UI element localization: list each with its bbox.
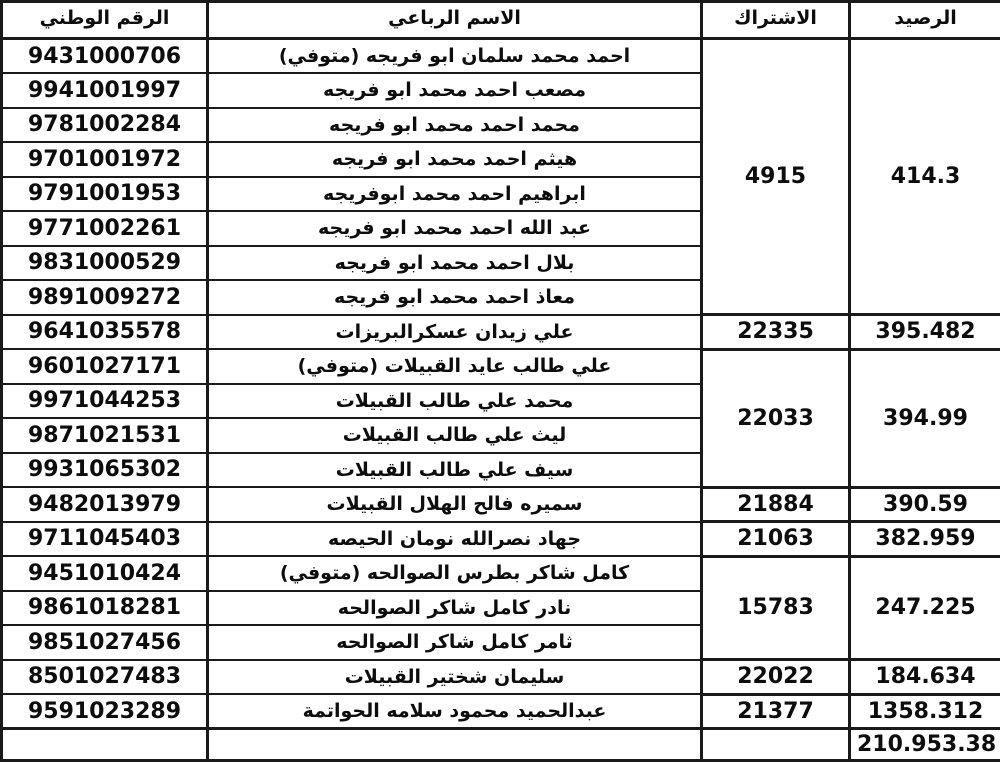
national-id-cell: 9781002284	[2, 108, 208, 143]
national-id-cell: 9851027456	[2, 625, 208, 660]
full-name-cell: علي زيدان عسكرالبريزات	[208, 315, 702, 350]
total-row	[2, 729, 1000, 761]
national-id-cell: 9791001953	[2, 177, 208, 212]
balance-cell: 382.959	[850, 522, 1000, 557]
full-name-cell: احمد محمد سلمان ابو فريجه (متوفي)	[208, 39, 702, 74]
national-id-cell: 9891009272	[2, 280, 208, 315]
table-row	[2, 694, 1000, 729]
national-id-cell: 9971044253	[2, 384, 208, 419]
national-id-cell: 9871021531	[2, 418, 208, 453]
full-name-cell: ثامر كامل شاكر الصوالحه	[208, 625, 702, 660]
national-id-cell: 9701001972	[2, 142, 208, 177]
table-row	[2, 556, 1000, 591]
balance-cell: 395.482	[850, 315, 1000, 350]
full-name-cell: جهاد نصرالله نومان الحيصه	[208, 522, 702, 557]
balance-cell: 394.99	[850, 349, 1000, 487]
table-row	[2, 522, 1000, 557]
subscription-cell: 22033	[702, 349, 850, 487]
total-empty-cell	[2, 729, 208, 761]
balance-cell: 247.225	[850, 556, 1000, 660]
full-name-cell: هيثم احمد محمد ابو فريجه	[208, 142, 702, 177]
subscription-cell: 15783	[702, 556, 850, 660]
subscription-cell: 21063	[702, 522, 850, 557]
header-row	[2, 2, 1000, 39]
balance-cell: 1358.312	[850, 694, 1000, 729]
full-name-cell: محمد علي طالب القبيلات	[208, 384, 702, 419]
table-row	[2, 660, 1000, 695]
full-name-cell: ابراهيم احمد محمد ابوفريجه	[208, 177, 702, 212]
subscription-cell: 22335	[702, 315, 850, 350]
national-id-cell: 9601027171	[2, 349, 208, 384]
total-balance: 210.953.38	[850, 729, 1000, 761]
total-empty-cell	[208, 729, 702, 761]
full-name-cell: محمد احمد محمد ابو فريجه	[208, 108, 702, 143]
full-name-cell: سليمان شختير القبيلات	[208, 660, 702, 695]
subscription-cell: 21377	[702, 694, 850, 729]
national-id-cell: 9771002261	[2, 211, 208, 246]
full-name-cell: سيف علي طالب القبيلات	[208, 453, 702, 488]
national-id-cell: 9711045403	[2, 522, 208, 557]
header-subscription: الاشتراك	[702, 2, 850, 39]
national-id-cell: 9451010424	[2, 556, 208, 591]
national-id-cell: 9431000706	[2, 39, 208, 74]
national-id-cell: 9591023289	[2, 694, 208, 729]
full-name-cell: علي طالب عايد القبيلات (متوفي)	[208, 349, 702, 384]
subscription-cell: 21884	[702, 487, 850, 522]
table-row	[2, 39, 1000, 74]
subscription-cell: 4915	[702, 39, 850, 315]
national-id-cell: 9941001997	[2, 73, 208, 108]
header-balance: الرصيد	[850, 2, 1000, 39]
national-id-cell: 9861018281	[2, 591, 208, 626]
subscription-cell: 22022	[702, 660, 850, 695]
balance-cell: 414.3	[850, 39, 1000, 315]
full-name-cell: كامل شاكر بطرس الصوالحه (متوفي)	[208, 556, 702, 591]
national-id-cell: 9931065302	[2, 453, 208, 488]
national-id-cell: 9831000529	[2, 246, 208, 281]
balance-cell: 184.634	[850, 660, 1000, 695]
table-row	[2, 349, 1000, 384]
national-id-cell: 9641035578	[2, 315, 208, 350]
full-name-cell: معاذ احمد محمد ابو فريجه	[208, 280, 702, 315]
full-name-cell: نادر كامل شاكر الصوالحه	[208, 591, 702, 626]
balance-cell: 390.59	[850, 487, 1000, 522]
table-body	[2, 39, 1000, 729]
full-name-cell: سميره فالح الهلال القبيلات	[208, 487, 702, 522]
table-row	[2, 487, 1000, 522]
total-empty-cell	[702, 729, 850, 761]
full-name-cell: بلال احمد محمد ابو فريجه	[208, 246, 702, 281]
full-name-cell: ليث علي طالب القبيلات	[208, 418, 702, 453]
national-id-cell: 9482013979	[2, 487, 208, 522]
full-name-cell: عبد الله احمد محمد ابو فريجه	[208, 211, 702, 246]
header-national-id: الرقم الوطني	[2, 2, 208, 39]
table-row	[2, 315, 1000, 350]
full-name-cell: عبدالحميد محمود سلامه الحواتمة	[208, 694, 702, 729]
full-name-cell: مصعب احمد محمد ابو فريجه	[208, 73, 702, 108]
national-id-cell: 8501027483	[2, 660, 208, 695]
header-full-name: الاسم الرباعي	[208, 2, 702, 39]
